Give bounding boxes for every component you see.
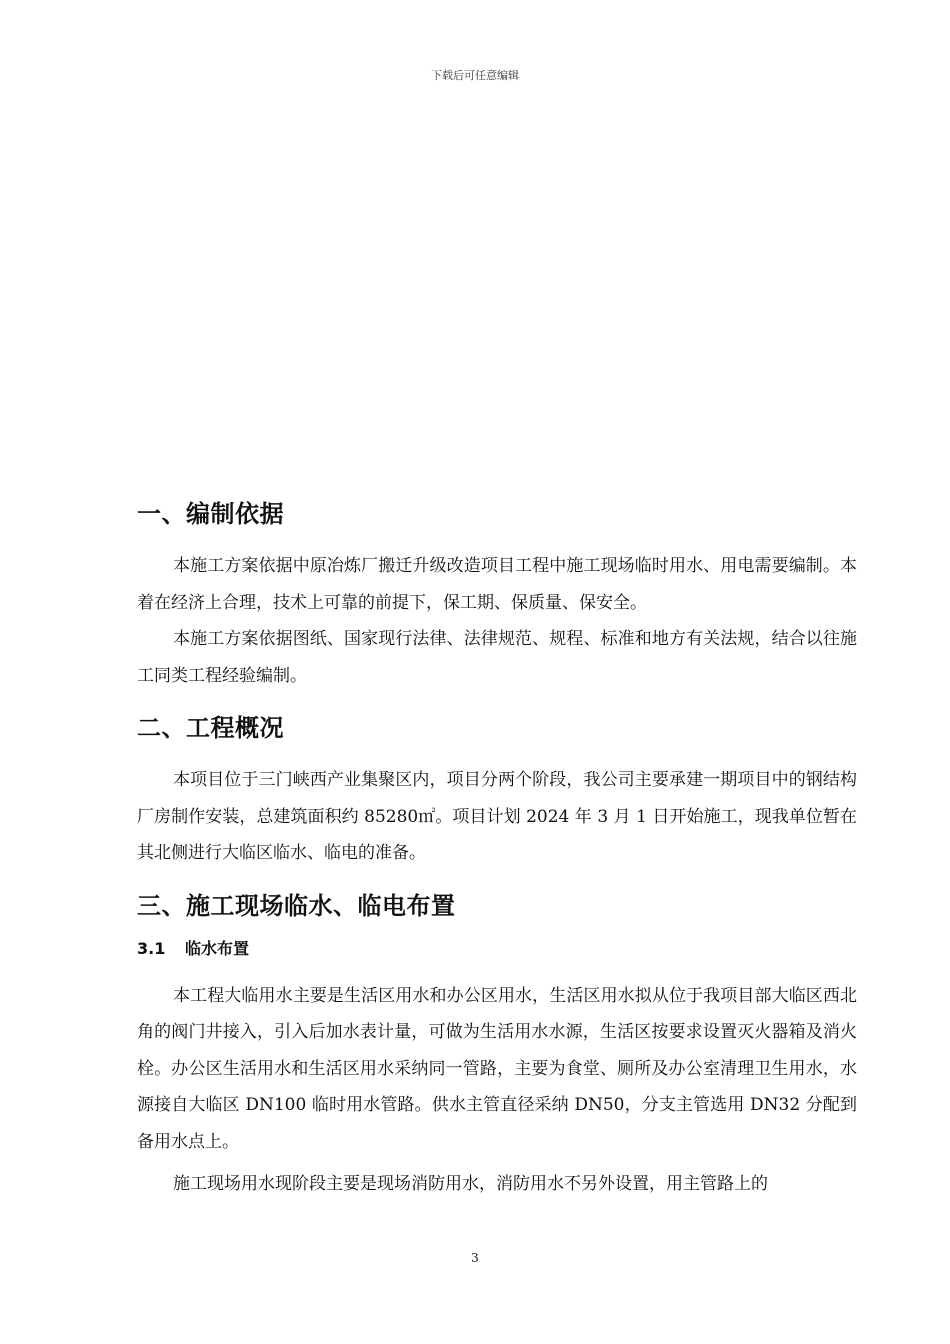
subsection-title: 临水布置 [185,938,250,958]
subsection-heading-water [137,934,857,964]
page-header: 下载后可任意编辑 [431,69,519,82]
paragraph: 施工现场用水现阶段主要是现场消防用水，消防用水不另外设置，用主管路上的 [173,1174,768,1194]
paragraph: 本项目位于三门峡西产业集聚区内，项目分两个阶段，我公司主要承建一期项目中的钢结构厂房制作安装，总建筑面积约 85280㎡。项目计划 2024 年 3 月 1 日开始施工，现我单位暂在其北侧进行大临区临水、临电的准备。 [137,770,857,863]
page-number: 3 [471,1251,479,1265]
section-heading-basis: 一、编制依据 [137,500,284,528]
section-heading-layout: 三、施工现场临水、临电布置 [137,891,456,920]
paragraph: 本施工方案依据中原冶炼厂搬迁升级改造项目工程中施工现场临时用水、用电需要编制。本着在经济上合理，技术上可靠的前提下，保工期、保质量、保安全。 [137,556,857,613]
subsection-number: 3.1 [137,938,166,958]
paragraph: 本工程大临用水主要是生活区用水和办公区用水，生活区用水拟从位于我项目部大临区西北角的阀门井接入，引入后加水表计量，可做为生活用水水源，生活区按要求设置灭火器箱及消火栓。办公区生活用水和生活区用水采纳同一管路，主要为食堂、厕所及办公室清理卫生用水，水源接自大临区 DN100 临时用水管路。供水主管直径采纳 DN50，分支主管选用 DN32 分配到备用水点上。 [137,985,857,1152]
section-heading-overview: 二、工程概况 [137,714,284,742]
paragraph: 本施工方案依据图纸、国家现行法律、法律规范、规程、标准和地方有关法规，结合以往施工同类工程经验编制。 [137,629,857,686]
document-body [137,494,857,1203]
